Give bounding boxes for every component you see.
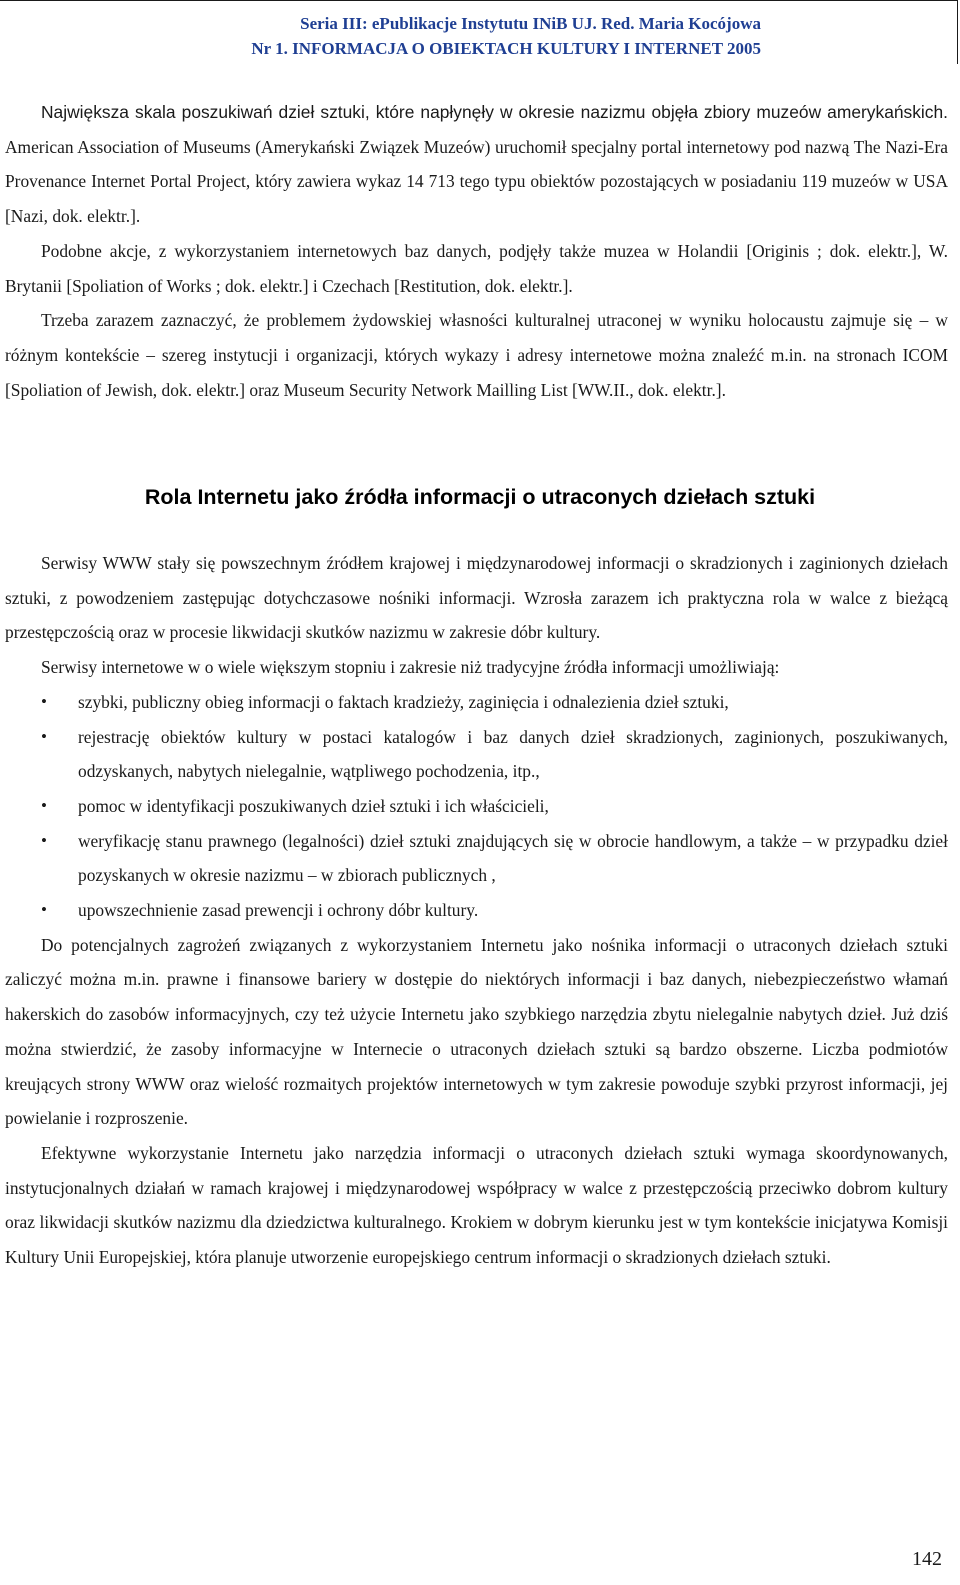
running-header — [0, 0, 958, 64]
bullet-icon: • — [41, 830, 47, 850]
paragraph-threats: Do potencjalnych zagrożeń związanych z wykorzystaniem Internetu jako nośnika informacji o utraconych dziełach sztuki zaliczyć można m.in. prawne i finansowe bariery w dostępie do niektórych informacji i baz danych, niebezpieczeństwo włamań hakerskich do zasobów informacyjnych, czy też użycie Internetu jako szybkiego narzędzia zbytu nielegalnie nabytych dzieł. Już dziś można stwierdzić, że zasoby informacyjne w Internecie o utraconych dziełach sztuki są bardzo obszerne. Liczba podmiotów kreujących strony WWW oraz wielość rozmaitych projektów internetowych w tym zakresie powoduje szybki przyrost informacji, jej powielanie i rozproszenie. — [5, 934, 948, 1129]
list-item-text: upowszechnienie zasad prewencji i ochrony dóbr kultury. — [78, 900, 479, 921]
header-issue-line: Nr 1. INFORMACJA O OBIEKTACH KULTURY I INTERNET 2005 — [251, 39, 761, 58]
paragraph-www-services: Serwisy WWW stały się powszechnym źródłem krajowej i międzynarodowej informacji o skradzionych i zaginionych dziełach sztuki, z powodzeniem zastępując dotychczasowe nośniki informacji. Wzrosła zarazem ich praktyczna rola w walce z bieżącą przestępczością oraz w procesie likwidacji skutków nazizmu w zakresie dóbr kultury. — [5, 553, 948, 643]
bullet-icon: • — [41, 691, 47, 711]
bullet-icon: • — [41, 795, 47, 815]
paragraph-similar-actions: Podobne akcje, z wykorzystaniem internetowych baz danych, podjęły także muzea w Holandii [Originis ; dok. elektr.], W. Brytanii [Spoliation of Works ; dok. elektr.] i Czechach [Restitution, dok. elektr.]. — [5, 240, 948, 296]
paragraph-services-enable: Serwisy internetowe w o wiele większym stopniu i zakresie niż tradycyjne źródła informacji umożliwiają: — [41, 657, 780, 678]
list-item-text: rejestrację obiektów kultury w postaci katalogów i baz danych dzieł skradzionych, zaginionych, poszukiwanych, odzyskanych, nabytych nielegalnie, wątpliwego pochodzenia, itp., — [78, 726, 948, 782]
paragraph-effective-use: Efektywne wykorzystanie Internetu jako narzędzia informacji o utraconych dziełach sztuki wymaga skoordynowanych, instytucjonalnych działań w ramach krajowej i międzynarodowej współpracy w walce z przestępczością przeciwko dobrom kultury oraz likwidacji skutków nazizmu dla dziedzictwa kulturalnego. Krokiem w dobrym kierunku jest w tym kontekście inicjatywa Komisji Kultury Unii Europejskiej, która planuje utworzenie europejskiego centrum informacji o skradzionych dziełach sztuki. — [5, 1142, 948, 1268]
list-item — [5, 824, 948, 893]
list-item — [5, 893, 948, 928]
bullet-icon: • — [41, 900, 47, 920]
paragraph-american-museums-text: American Association of Museums (Amerykański Związek Muzeów) uruchomił specjalny portal internetowy pod nazwą The Nazi-Era Provenance Internet Portal Project, który zawiera wykaz 14 713 tego typu obiektów pozostających w posiadaniu 119 muzeów w USA [Nazi, dok. elektr.]. — [5, 136, 948, 227]
paragraph-lead-sans: Największa skala poszukiwań dzieł sztuki, które napłynęły w okresie nazizmu objęła zbiory muzeów amerykańskich. — [41, 102, 948, 122]
section-heading: Rola Internetu jako źródła informacji o utraconych dziełach sztuki — [144, 485, 816, 509]
list-item — [5, 685, 948, 720]
list-item — [5, 789, 948, 824]
section-body-2 — [5, 546, 948, 1275]
bullet-list — [5, 685, 948, 928]
list-item-text: weryfikację stanu prawnego (legalności) dzieł sztuki znajdujących się w obrocie handlowym, a także – w przypadku dzieł pozyskanych w okresie nazizmu – w zbiorach publicznych , — [78, 830, 948, 886]
page-number: 142 — [912, 1548, 942, 1570]
list-item — [5, 720, 948, 789]
section-body-1 — [5, 95, 948, 407]
paragraph-jewish-property: Trzeba zarazem zaznaczyć, że problemem żydowskiej własności kulturalnej utraconej w wyniku holocaustu zajmuje się – w różnym kontekście – szereg instytucji i organizacji, których wykazy i adresy internetowe można znaleźć m.in. na stronach ICOM [Spoliation of Jewish, dok. elektr.] oraz Museum Security Network Mailling List [WW.II., dok. elektr.]. — [5, 310, 948, 400]
list-item-text: szybki, publiczny obieg informacji o faktach kradzieży, zaginięcia i odnalezienia dzieł sztuki, — [78, 691, 729, 712]
header-series-line: Seria III: ePublikacje Instytutu INiB UJ. Red. Maria Kocójowa — [300, 14, 761, 33]
paragraph-american-museums — [5, 95, 948, 234]
bullet-icon: • — [41, 726, 47, 746]
list-item-text: pomoc w identyfikacji poszukiwanych dzieł sztuki i ich właścicieli, — [78, 795, 549, 816]
